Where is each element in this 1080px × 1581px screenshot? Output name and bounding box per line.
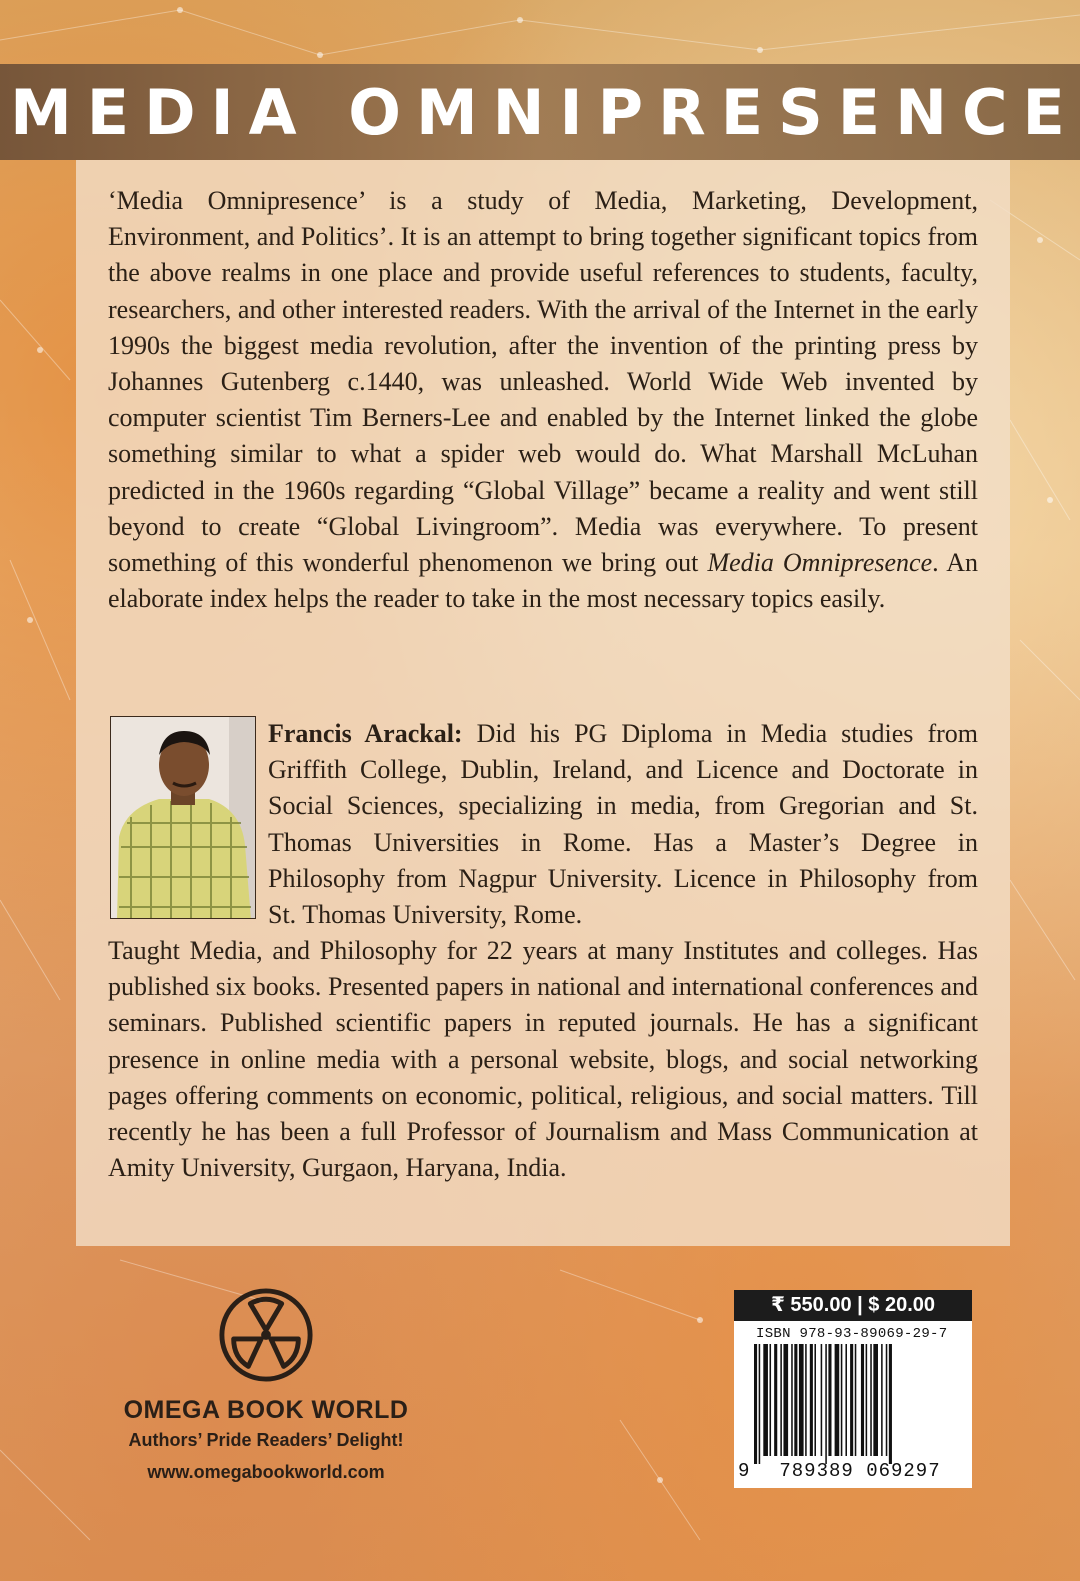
- barcode-bar: [814, 1344, 816, 1456]
- barcode-bar: [780, 1344, 782, 1456]
- publisher-url: www.omegabookworld.com: [147, 1462, 385, 1482]
- barcode-bar: [825, 1344, 827, 1464]
- ean-digits: 789389 069297: [779, 1460, 941, 1482]
- barcode-bar: [861, 1344, 864, 1456]
- description-italic-title: Media Omnipresence: [707, 548, 933, 578]
- barcode-bar: [805, 1344, 807, 1456]
- description-text: ‘Media Omnipresence’ is a study of Media, Marketing, Development, Environment, and Politics’. It is an attempt to bring together significant topics from the above realms in one place and provide useful references to students, faculty, researchers, and other interested readers. With the arrival of the Internet in the early 1990s the biggest media revolution, after the invention of the printing press by Johannes Gutenberg c.1440, was unleashed. World Wide Web invented by computer scientist Tim Berners-Lee and enabled by the Internet linked the globe something similar to what a spider web would do. What Marshall McLuhan predicted in the 1960s regarding “Global Village” became a reality and went still beyond to create “Global Livingroom”. Media was everywhere. To present something of this wonderful phenomenon we bring out: [108, 186, 978, 578]
- barcode-bar: [870, 1344, 872, 1456]
- ean-first-digit: 9: [738, 1460, 750, 1482]
- barcode-bar: [855, 1344, 857, 1456]
- author-bio-text: Did his PG Diploma in Media studies from Griffith College, Dublin, Ireland, and Licence and Doctorate in Social Sciences, specializing in media, from Gregorian and St. Thomas Universities in Rome. Has a Master’s Degree in Philosophy from Nagpur University. Licence in Philosophy from St. Thomas University, Rome.: [268, 719, 978, 930]
- publisher-name: OMEGA BOOK WORLD: [123, 1396, 409, 1424]
- book-description: [108, 183, 978, 617]
- author-bio-top: [268, 716, 978, 933]
- barcode-bar: [866, 1344, 868, 1456]
- barcode-bar: [845, 1344, 847, 1456]
- book-title: MEDIA OMNIPRESENCE: [10, 76, 1080, 149]
- barcode-bar: [886, 1344, 888, 1456]
- barcode-bar: [763, 1344, 768, 1456]
- barcode-bar: [881, 1344, 883, 1456]
- barcode-bars-icon: [754, 1344, 964, 1464]
- price-label: ₹ 550.00 | $ 20.00: [734, 1290, 972, 1321]
- barcode-bar: [835, 1344, 840, 1456]
- barcode-bar: [791, 1344, 793, 1456]
- barcode-bar: [828, 1344, 831, 1456]
- isbn-label: ISBN 978-93-89069-29-7: [756, 1326, 948, 1342]
- barcode-bar: [850, 1344, 853, 1456]
- barcode-bar: [754, 1344, 757, 1464]
- barcode-bar: [770, 1344, 772, 1456]
- barcode-bar: [889, 1344, 892, 1464]
- publisher-block: [100, 1284, 450, 1494]
- barcode-bar: [759, 1344, 761, 1464]
- description-text-end: . An elaborate index helps the reader to take in the most necessary topics easily.: [108, 548, 978, 614]
- omega-trefoil-icon: [217, 1286, 315, 1384]
- author-name: Francis Arackal:: [268, 719, 463, 748]
- author-portrait-icon: [111, 717, 256, 919]
- barcode-bar: [873, 1344, 878, 1456]
- publisher-tagline: Authors’ Pride Readers’ Delight!: [128, 1430, 404, 1450]
- barcode-bar: [783, 1344, 788, 1456]
- author-bio-rest: Taught Media, and Philosophy for 22 years at many Institutes and colleges. Has published six books. Presented papers in national and international conferences and seminars. Published scientific papers in reputed journals. He has a significant presence in online media with a personal website, blogs, and social networking pages offering comments on economic, political, religious, and social matters. Till recently he has been a full Professor of Journalism and Mass Communication at Amity University, Gurgaon, Haryana, India.: [108, 936, 978, 1183]
- barcode-bar: [774, 1344, 777, 1456]
- barcode-bar: [810, 1344, 813, 1456]
- author-photo: [110, 716, 256, 919]
- barcode-bar: [841, 1344, 843, 1456]
- barcode-bar: [799, 1344, 804, 1456]
- barcode-bar: [821, 1344, 823, 1456]
- barcode-block: [734, 1290, 972, 1488]
- barcode-bar: [794, 1344, 797, 1456]
